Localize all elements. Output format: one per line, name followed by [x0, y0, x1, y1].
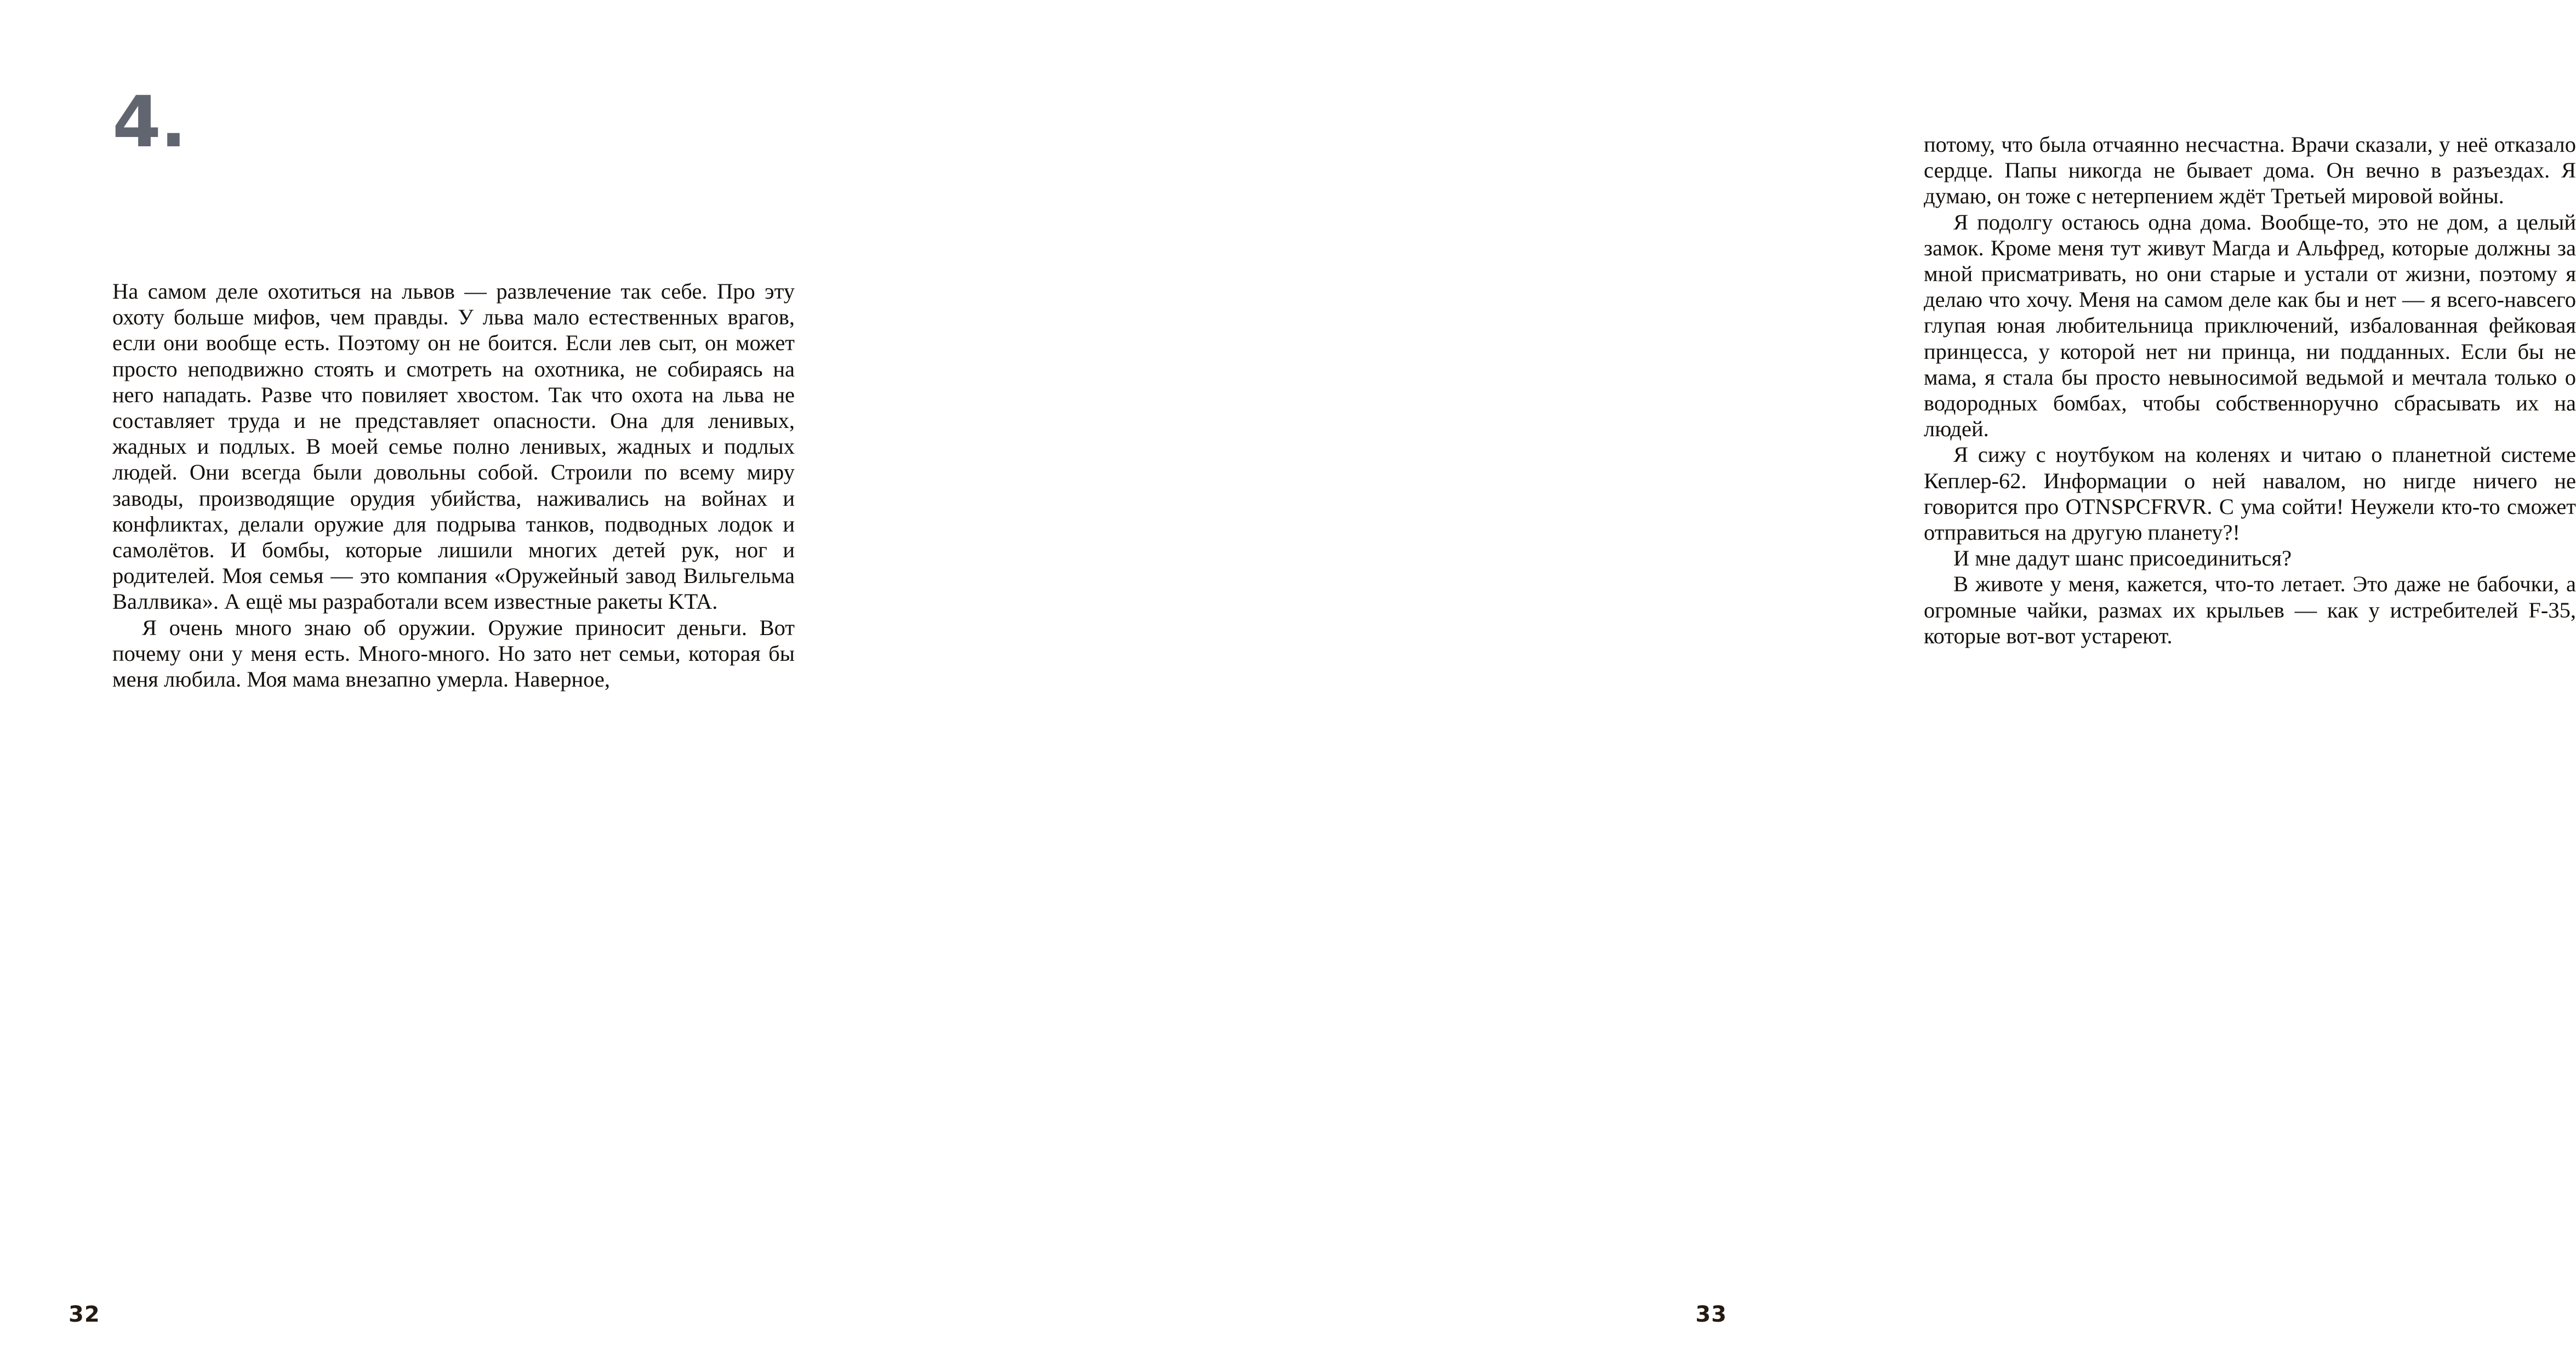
paragraph: На самом деле охотиться на львов — развлечение так себе. Про эту охоту больше мифов, чем правды. У льва мало естественных врагов, если они вообще есть. Поэтому он не боится. Если лев сыт, он может просто неподвижно стоять и смотреть на охотника, не собираясь на него нападать. Разве что повиляет хвостом. Так что охота на льва не составляет труда и не представляет опасности. Она для ленивых, жадных и подлых. В моей семье полно ленивых, жадных и подлых людей. Они всегда были довольны собой. Строили по всему миру заводы, производящие орудия убийства, наживались на войнах и конфликтах, делали оружие для подрыва танков, подводных лодок и самолётов. И бомбы, которые лишили многих детей рук, ног и родителей. Моя семья — это компания «Оружейный завод Вильгельма Валлвика». А ещё мы разработали всем известные ракеты KTA. — [112, 279, 795, 614]
right-page-body-text — [1924, 132, 2576, 649]
paragraph: Я сижу с ноутбуком на коленях и читаю о планетной системе Кеплер-62. Информации о ней навалом, но нигде ничего не говорится про OTNSPCFRVR. С ума сойти! Неужели кто-то сможет отправиться на другую планету?! — [1924, 442, 2576, 545]
left-page — [0, 0, 898, 1360]
chapter-number: 4. — [112, 82, 186, 163]
paragraph: И мне дадут шанс присоединиться? — [1953, 546, 2292, 571]
page-number-left: 32 — [69, 1302, 100, 1327]
paragraph: Я подолгу остаюсь одна дома. Вообще-то, это не дом, а целый замок. Кроме меня тут живут Магда и Альфред, которые должны за мной присматривать, но они старые и устали от жизни, поэтому я делаю что хочу. Меня на самом деле как бы и нет — я всего-навсего глупая юная любительница приключений, избалованная фейковая принцесса, у которой нет ни принца, ни подданных. Если бы не мама, я стала бы просто невыносимой ведьмой и мечтала только о водородных бомбах, чтобы собственноручно сбрасывать их на людей. — [1924, 209, 2576, 442]
left-page-body-text — [112, 278, 795, 692]
paragraph: В животе у меня, кажется, что-то летает. Это даже не бабочки, а огромные чайки, размах их крыльев — как у истребителей F-35, которые вот-вот устареют. — [1924, 572, 2576, 648]
paragraph: Я очень много знаю об оружии. Оружие приносит деньги. Вот почему они у меня есть. Много-много. Но зато нет семьи, которая бы меня любила. Моя мама внезапно умерла. Наверное, — [112, 615, 795, 692]
right-page — [898, 0, 2576, 1360]
paragraph: потому, что была отчаянно несчастна. Врачи сказали, у неё отказало сердце. Папы никогда не бывает дома. Он вечно в разъездах. Я думаю, он тоже с нетерпением ждёт Третьей мировой войны. — [1924, 132, 2576, 209]
page-number-right: 33 — [1695, 1302, 1727, 1327]
